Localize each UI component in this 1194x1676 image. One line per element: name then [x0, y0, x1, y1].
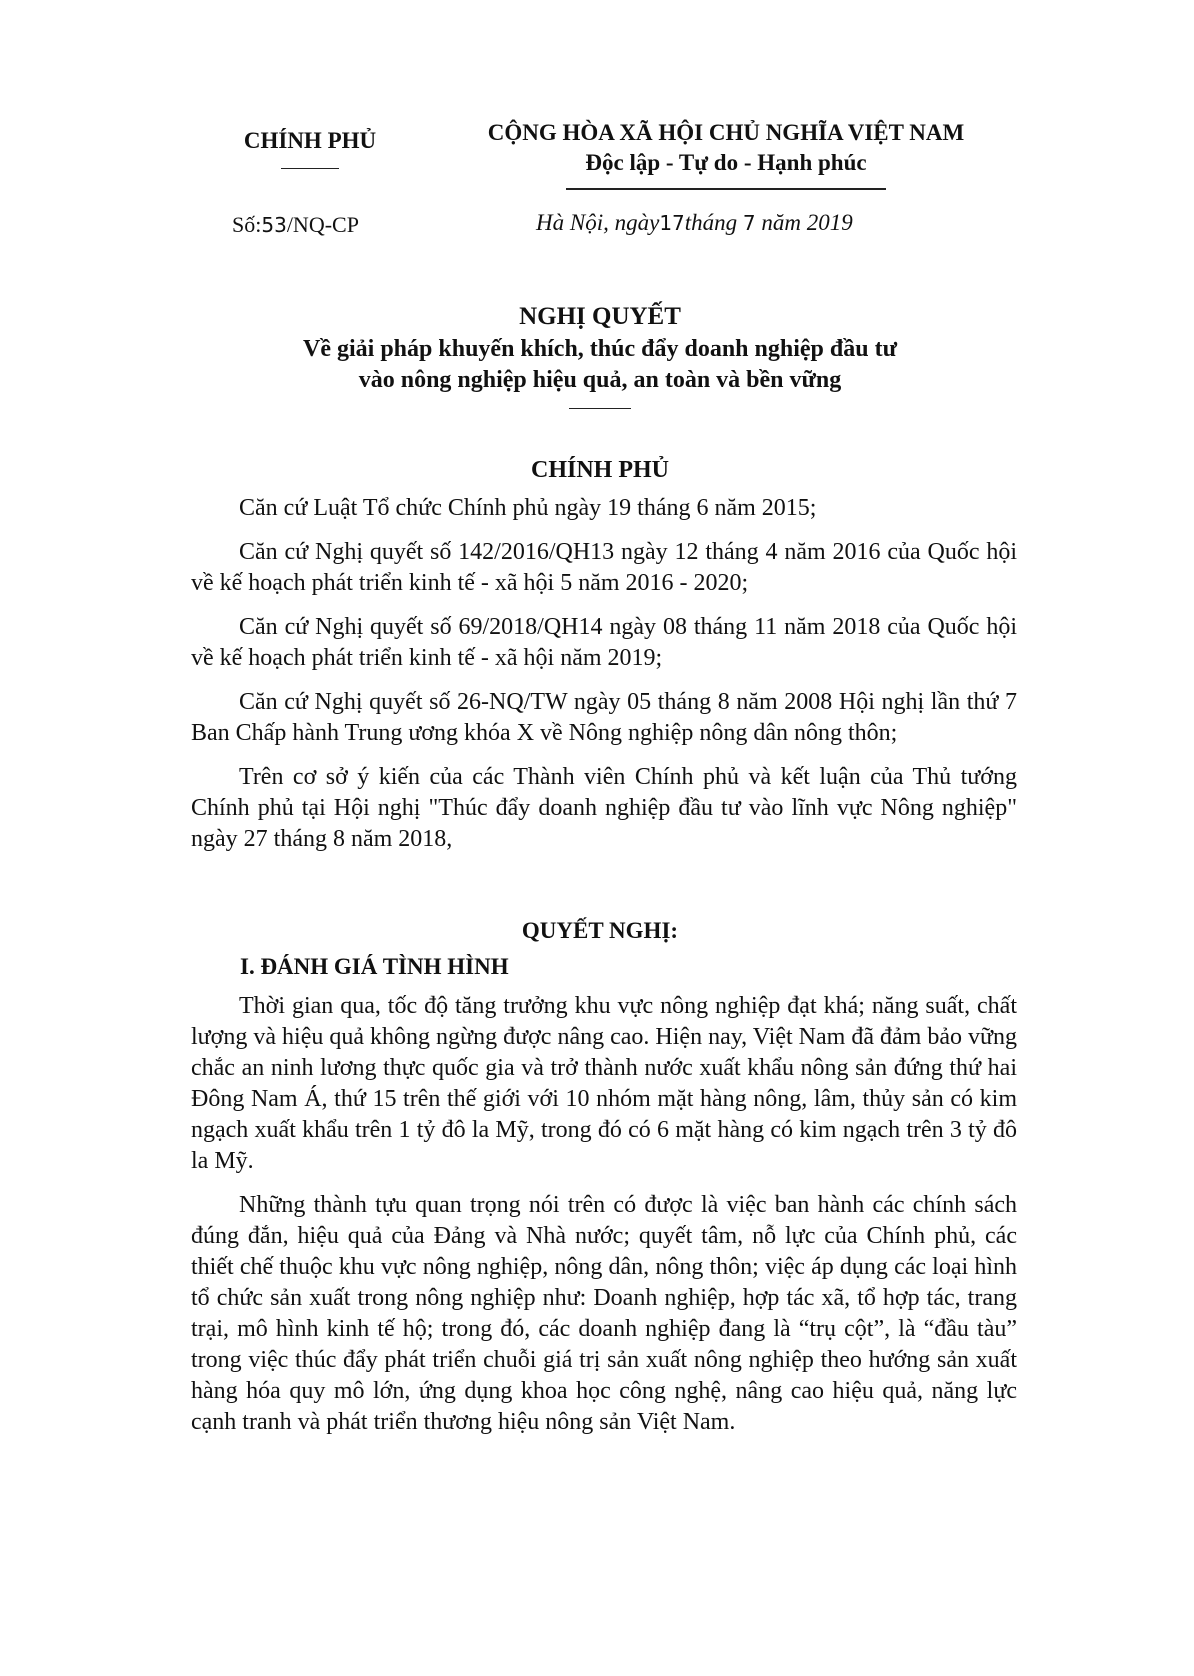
- section-paragraph: Những thành tựu quan trọng nói trên có được là việc ban hành các chính sách đúng đắn, hiệu quả của Đảng và Nhà nước; quyết tâm, nỗ lực của Chính phủ, các thiết chế thuộc khu vực nông nghiệp, nông dân, nông thôn; việc áp dụng các loại hình tổ chức sản xuất trong nông nghiệp như: Doanh nghiệp, hợp tác xã, tổ hợp tác, trang trại, mô hình kinh tế hộ; trong đó, các doanh nghiệp đang là “trụ cột”, là “đầu tàu” trong việc thúc đẩy phát triển chuỗi giá trị sản xuất nông nghiệp theo hướng sản xuất hàng hóa quy mô lớn, ứng dụng khoa học công nghệ, nâng cao hiệu quả, năng lực cạnh tranh và phát triển thương hiệu nông sản Việt Nam.: [191, 1192, 1017, 1435]
- document-type: NGHỊ QUYẾT: [519, 303, 681, 330]
- document-number-suffix: /NQ-CP: [286, 212, 359, 237]
- document-number-handwritten: 53: [261, 213, 287, 237]
- nation-name: CỘNG HÒA XÃ HỘI CHỦ NGHĨA VIỆT NAM: [487, 120, 965, 145]
- section-body: [191, 991, 1017, 1451]
- motto-underline: [566, 188, 886, 190]
- national-header: [466, 120, 986, 190]
- date-prefix: Hà Nội, ngày: [536, 210, 660, 235]
- agency-block: [230, 128, 390, 169]
- issuer-heading: CHÍNH PHỦ: [531, 457, 669, 483]
- title-underline: [569, 408, 631, 409]
- document-subject-line: vào nông nghiệp hiệu quả, an toàn và bền vững: [358, 367, 842, 393]
- date-year-label: năm 2019: [761, 210, 853, 235]
- preamble: [191, 493, 1017, 868]
- document-title-block: [200, 303, 1000, 409]
- preamble-clause: Căn cứ Luật Tổ chức Chính phủ ngày 19 tháng 6 năm 2015;: [239, 495, 817, 521]
- date-month-handwritten: 7: [742, 211, 756, 235]
- agency-name: CHÍNH PHỦ: [243, 128, 377, 153]
- preamble-clause: Căn cứ Nghị quyết số 69/2018/QH14 ngày 08 tháng 11 năm 2018 của Quốc hội về kế hoạch phát triển kinh tế - xã hội năm 2019;: [191, 614, 1017, 671]
- preamble-clause: Căn cứ Nghị quyết số 26-NQ/TW ngày 05 tháng 8 năm 2008 Hội nghị lần thứ 7 Ban Chấp hành Trung ương khóa X về Nông nghiệp nông dân nông thôn;: [191, 689, 1017, 746]
- document-subject: [200, 334, 1000, 396]
- issue-date: [536, 210, 853, 236]
- document-number: [232, 212, 359, 238]
- document-subject-line: Về giải pháp khuyến khích, thúc đẩy doanh nghiệp đầu tư: [303, 336, 897, 362]
- agency-underline: [281, 168, 339, 169]
- date-day-handwritten: 17: [659, 211, 685, 235]
- preamble-clause: Trên cơ sở ý kiến của các Thành viên Chính phủ và kết luận của Thủ tướng Chính phủ tại Hội nghị "Thúc đẩy doanh nghiệp đầu tư vào lĩnh vực Nông nghiệp" ngày 27 tháng 8 năm 2018,: [191, 764, 1017, 852]
- date-month-label: tháng: [684, 210, 738, 235]
- preamble-clause: Căn cứ Nghị quyết số 142/2016/QH13 ngày 12 tháng 4 năm 2016 của Quốc hội về kế hoạch phát triển kinh tế - xã hội 5 năm 2016 - 2020;: [191, 539, 1017, 596]
- national-motto: Độc lập - Tự do - Hạnh phúc: [585, 150, 867, 175]
- decision-heading: QUYẾT NGHỊ:: [521, 918, 679, 943]
- section-paragraph: Thời gian qua, tốc độ tăng trưởng khu vực nông nghiệp đạt khá; năng suất, chất lượng và hiệu quả không ngừng được nâng cao. Hiện nay, Việt Nam đã đảm bảo vững chắc an ninh lương thực quốc gia và trở thành nước xuất khẩu nông sản đứng thứ hai Đông Nam Á, thứ 15 trên thế giới với 10 nhóm mặt hàng nông, lâm, thủy sản có kim ngạch xuất khẩu trên 1 tỷ đô la Mỹ, trong đó có 6 mặt hàng có kim ngạch trên 3 tỷ đô la Mỹ.: [191, 993, 1017, 1174]
- document-number-prefix: Số:: [232, 212, 262, 237]
- section-heading: I. ĐÁNH GIÁ TÌNH HÌNH: [240, 954, 509, 979]
